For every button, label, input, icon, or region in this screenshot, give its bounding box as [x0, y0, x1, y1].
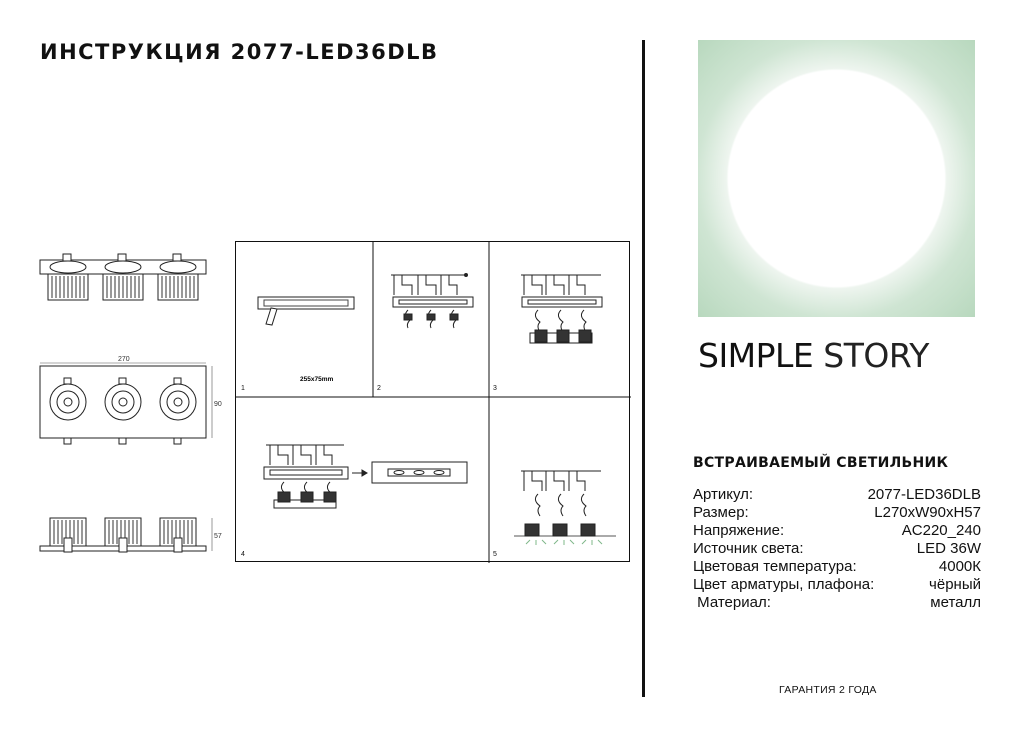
step-5-install-ceiling	[514, 471, 616, 545]
spec-value: чёрный	[929, 576, 981, 593]
spec-row	[693, 594, 981, 612]
cutout-size-caption: 255x75mm	[300, 376, 334, 383]
step-3-connect-modules	[521, 275, 602, 343]
step-4-insert-frame	[264, 445, 467, 508]
spec-row	[693, 522, 981, 540]
brand-logo	[698, 336, 975, 375]
depth-dimension: 57	[214, 533, 222, 540]
step-3-number: 3	[493, 385, 497, 392]
step-1-cut-hole	[258, 297, 354, 383]
vertical-divider	[642, 40, 645, 697]
product-type: ВСТРАИВАЕМЫЙ СВЕТИЛЬНИК	[693, 455, 949, 471]
product-photo	[698, 40, 975, 317]
spec-label: Источник света:	[693, 540, 804, 557]
spec-value: 4000К	[938, 558, 981, 575]
spec-value: AC220_240	[901, 522, 981, 539]
spec-label: Артикул:	[693, 486, 754, 503]
installation-steps-grid	[236, 242, 631, 563]
height-dimension: 90	[214, 401, 222, 408]
spec-label: Цветовая температура:	[693, 558, 857, 575]
fixture-top-view	[40, 356, 222, 444]
fixture-technical-drawings	[30, 240, 230, 570]
warranty-note: ГАРАНТИЯ 2 ГОДА	[779, 684, 877, 696]
spec-row	[693, 540, 981, 558]
page-title: ИНСТРУКЦИЯ 2077-LED36DLB	[40, 40, 439, 64]
spec-label: Цвет арматуры, плафона:	[693, 576, 875, 593]
spec-row	[693, 486, 981, 504]
spec-value: металл	[930, 594, 981, 611]
spec-label: Размер:	[693, 504, 749, 521]
brand-word-story: STORY	[823, 336, 929, 375]
spec-row	[693, 558, 981, 576]
spec-row	[693, 504, 981, 522]
spec-row	[693, 576, 981, 594]
step-4-number: 4	[241, 551, 245, 558]
step-2-wiring	[391, 274, 473, 329]
installation-steps	[235, 241, 630, 562]
spec-value: 2077-LED36DLB	[867, 486, 981, 503]
step-5-number: 5	[493, 551, 497, 558]
spec-value: LED 36W	[916, 540, 981, 557]
spec-label: Материал:	[693, 594, 771, 611]
fixture-front-view	[40, 254, 206, 300]
spec-list	[693, 486, 981, 612]
spec-value: L270xW90xH57	[874, 504, 981, 521]
width-dimension: 270	[118, 356, 130, 363]
step-2-number: 2	[377, 385, 381, 392]
fixture-side-view	[40, 518, 222, 552]
spec-label: Напряжение:	[693, 522, 785, 539]
brand-word-simple: SIMPLE	[698, 336, 814, 375]
step-1-number: 1	[241, 385, 245, 392]
